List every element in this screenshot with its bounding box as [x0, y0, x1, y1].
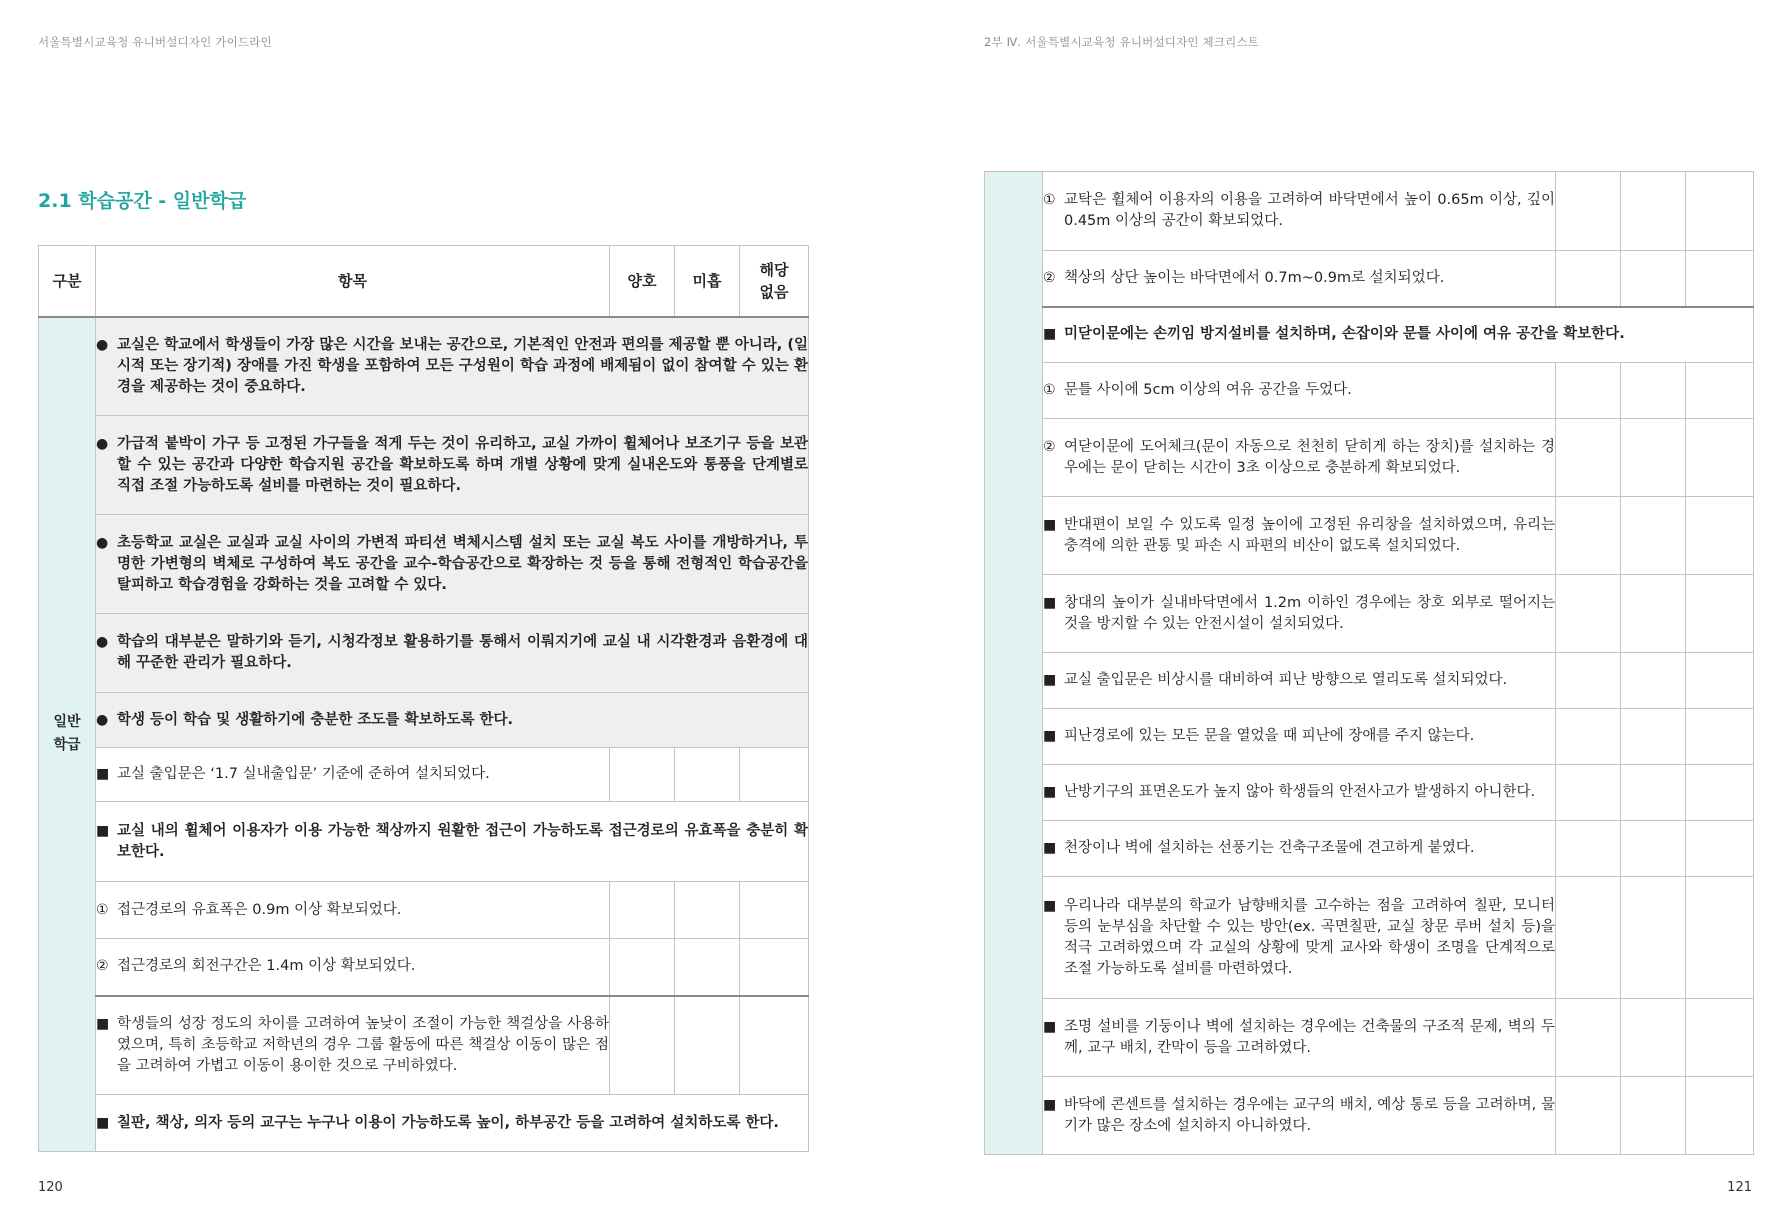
guideline-text: 교실은 학교에서 학생들이 가장 많은 시간을 보내는 공간으로, 기본적인 안전과 편의를 제공할 뿐 아니라, (일시적 또는 장기적) 장애를 가진 학생을 포함하여 모든 구성원이 학습 과정에 배제됨이 없이 참여할 수 있는 환경을 제공하는 것이 중요하다.	[117, 336, 808, 395]
check-cell-na[interactable]	[740, 748, 809, 802]
check-cell-na[interactable]	[1686, 575, 1754, 653]
check-cell-na[interactable]	[1686, 419, 1754, 497]
bullet-marker: ■	[96, 1114, 110, 1131]
guideline-row	[96, 693, 809, 748]
check-cell-poor[interactable]	[1621, 999, 1686, 1077]
checklist-item-text: 여닫이문에 도어체크(문이 자동으로 천천히 닫히게 하는 장치)를 설치하는 경우에는 문이 닫히는 시간이 3초 이상으로 충분하게 확보되었다.	[1064, 438, 1555, 476]
checklist-group-heading	[96, 1095, 809, 1152]
check-cell-good[interactable]	[1556, 497, 1621, 575]
bullet-marker: ■	[1043, 840, 1057, 856]
checklist-item-text: 책상의 상단 높이는 바닥면에서 0.7m~0.9m로 설치되었다.	[1064, 269, 1445, 286]
column-header-item: 항목	[96, 246, 610, 317]
bullet-marker: ■	[1043, 672, 1057, 688]
checklist-row	[1043, 575, 1556, 653]
guideline-text: 가급적 붙박이 가구 등 고정된 가구들을 적게 두는 것이 유리하고, 교실 가까이 휠체어나 보조기구 등을 보관할 수 있는 공간과 다양한 학습지원 공간을 확보하도록 하며 개별 상황에 맞게 실내온도와 통풍을 단계별로 직접 조절 가능하도록 설비를 마련하는 것이 필요하다.	[117, 435, 808, 494]
check-cell-na[interactable]	[1686, 363, 1754, 419]
check-cell-na[interactable]	[1686, 999, 1754, 1077]
checklist-item-text: 천장이나 벽에 설치하는 선풍기는 건축구조물에 견고하게 붙였다.	[1064, 840, 1475, 856]
guideline-row	[96, 614, 809, 693]
bullet-marker: ■	[96, 766, 110, 782]
bullet-marker: ■	[1043, 516, 1057, 533]
category-cell	[985, 172, 1043, 1155]
checklist-row	[96, 996, 610, 1095]
check-cell-good[interactable]	[1556, 709, 1621, 765]
checklist-row	[1043, 419, 1556, 497]
number-marker: ①	[96, 901, 109, 918]
guideline-text: 학생 등이 학습 및 생활하기에 충분한 조도를 확보하도록 한다.	[117, 711, 514, 728]
check-cell-good[interactable]	[1556, 363, 1621, 419]
column-header-poor: 미흡	[675, 246, 740, 317]
checklist-item-text: 접근경로의 회전구간은 1.4m 이상 확보되었다.	[117, 958, 416, 975]
bullet-marker: ■	[96, 1015, 110, 1032]
checklist-item-text: 반대편이 보일 수 있도록 일정 높이에 고정된 유리창을 설치하였으며, 유리는 충격에 의한 관통 및 파손 시 파편의 비산이 없도록 설치되었다.	[1064, 516, 1555, 554]
checklist-item-text: 교실 출입문은 비상시를 대비하여 피난 방향으로 열리도록 설치되었다.	[1064, 672, 1508, 688]
check-cell-poor[interactable]	[1621, 821, 1686, 877]
check-cell-na[interactable]	[1686, 172, 1754, 251]
check-cell-na[interactable]	[1686, 653, 1754, 709]
check-cell-good[interactable]	[1556, 172, 1621, 251]
number-marker: ①	[1043, 192, 1056, 208]
checklist-row	[96, 882, 610, 939]
running-header-left: 서울특별시교육청 유니버설디자인 가이드라인	[38, 35, 272, 49]
check-cell-good[interactable]	[1556, 575, 1621, 653]
checklist-row	[1043, 999, 1556, 1077]
checklist-item-text: 교실 내의 휠체어 이용자가 이용 가능한 책상까지 원활한 접근이 가능하도록 접근경로의 유효폭을 충분히 확보한다.	[117, 822, 808, 860]
check-cell-good[interactable]	[1556, 999, 1621, 1077]
number-marker: ①	[1043, 382, 1056, 398]
running-header-right: 2부 Ⅳ. 서울특별시교육청 유니버설디자인 체크리스트	[984, 35, 1260, 49]
column-header-category: 구분	[39, 246, 96, 317]
check-cell-good[interactable]	[1556, 765, 1621, 821]
section-title: 2.1 학습공간 - 일반학급	[38, 190, 247, 212]
check-cell-poor[interactable]	[675, 996, 740, 1095]
check-cell-poor[interactable]	[1621, 765, 1686, 821]
check-cell-good[interactable]	[1556, 877, 1621, 999]
checklist-group-heading	[1043, 307, 1754, 363]
number-marker: ②	[96, 958, 109, 975]
check-cell-poor[interactable]	[1621, 709, 1686, 765]
checklist-row	[1043, 765, 1556, 821]
checklist-row	[1043, 1077, 1556, 1155]
check-cell-good[interactable]	[1556, 821, 1621, 877]
bullet-marker: ●	[96, 435, 109, 452]
checklist-row	[1043, 877, 1556, 999]
check-cell-na[interactable]	[1686, 709, 1754, 765]
check-cell-na[interactable]	[1686, 877, 1754, 999]
checklist-table-left	[38, 245, 809, 1152]
bullet-marker: ■	[1043, 594, 1057, 611]
check-cell-poor[interactable]	[675, 882, 740, 939]
checklist-item-text: 피난경로에 있는 모든 문을 열었을 때 피난에 장애를 주지 않는다.	[1064, 728, 1475, 744]
checklist-row	[1043, 497, 1556, 575]
bullet-marker: ●	[96, 711, 109, 728]
check-cell-poor[interactable]	[1621, 251, 1686, 307]
checklist-row	[96, 748, 610, 802]
bullet-marker: ■	[1043, 1096, 1057, 1113]
checklist-item-text: 교실 출입문은 ‘1.7 실내출입문’ 기준에 준하여 설치되었다.	[117, 766, 490, 782]
check-cell-na[interactable]	[1686, 821, 1754, 877]
guideline-row	[96, 317, 809, 416]
checklist-row	[1043, 251, 1556, 307]
checklist-item-text: 접근경로의 유효폭은 0.9m 이상 확보되었다.	[117, 901, 402, 918]
check-cell-good[interactable]	[1556, 653, 1621, 709]
check-cell-poor[interactable]	[1621, 575, 1686, 653]
check-cell-good[interactable]	[610, 939, 675, 996]
checklist-row	[96, 939, 610, 996]
bullet-marker: ■	[1043, 897, 1057, 914]
page-number-left: 120	[38, 1180, 63, 1195]
guideline-row	[96, 515, 809, 614]
bullet-marker: ■	[1043, 326, 1057, 343]
bullet-marker: ■	[1043, 784, 1057, 800]
checklist-item-text: 난방기구의 표면온도가 높지 않아 학생들의 안전사고가 발생하지 아니한다.	[1064, 784, 1536, 800]
bullet-marker: ■	[1043, 1018, 1057, 1035]
check-cell-poor[interactable]	[1621, 877, 1686, 999]
check-cell-na[interactable]	[1686, 765, 1754, 821]
check-cell-good[interactable]	[1556, 1077, 1621, 1155]
check-cell-na[interactable]	[1686, 251, 1754, 307]
check-cell-na[interactable]	[1686, 1077, 1754, 1155]
checklist-group-heading	[96, 802, 809, 882]
column-header-not-applicable: 해당 없음	[740, 246, 809, 317]
checklist-row	[1043, 363, 1556, 419]
check-cell-poor[interactable]	[675, 748, 740, 802]
check-cell-poor[interactable]	[1621, 653, 1686, 709]
check-cell-good[interactable]	[610, 996, 675, 1095]
bullet-marker: ●	[96, 336, 109, 353]
bullet-marker: ■	[96, 822, 110, 839]
guideline-text: 학습의 대부분은 말하기와 듣기, 시청각정보 활용하기를 통해서 이뤄지기에 교실 내 시각환경과 음환경에 대해 꾸준한 관리가 필요하다.	[117, 634, 808, 671]
checklist-row	[1043, 653, 1556, 709]
check-cell-poor[interactable]	[1621, 172, 1686, 251]
checklist-item-text: 바닥에 콘센트를 설치하는 경우에는 교구의 배치, 예상 통로 등을 고려하며, 물기가 많은 장소에 설치하지 아니하였다.	[1064, 1096, 1555, 1134]
checklist-item-text: 학생들의 성장 정도의 차이를 고려하여 높낮이 조절이 가능한 책걸상을 사용하였으며, 특히 초등학교 저학년의 경우 그룹 활동에 따른 책걸상 이동이 많은 점을 고려하여 가볍고 이동이 용이한 것으로 구비하였다.	[117, 1015, 609, 1074]
checklist-item-text: 우리나라 대부분의 학교가 남향배치를 고수하는 점을 고려하여 칠판, 모니터 등의 눈부심을 차단할 수 있는 방안(ex. 곡면칠판, 교실 창문 루버 설치 등)을 적극 고려하였으며 각 교실의 상황에 맞게 교사와 학생이 조명을 단계적으로 조절 가능하도록 설비를 마련하였다.	[1064, 897, 1555, 977]
checklist-row	[1043, 709, 1556, 765]
bullet-marker: ●	[96, 634, 109, 650]
bullet-marker: ●	[96, 534, 109, 551]
check-cell-poor[interactable]	[1621, 419, 1686, 497]
checklist-item-text: 교탁은 휠체어 이용자의 이용을 고려하여 바닥면에서 높이 0.65m 이상, 깊이 0.45m 이상의 공간이 확보되었다.	[1064, 192, 1555, 229]
check-cell-na[interactable]	[740, 939, 809, 996]
guideline-row	[96, 416, 809, 515]
check-cell-good[interactable]	[1556, 251, 1621, 307]
checklist-item-text: 조명 설비를 기둥이나 벽에 설치하는 경우에는 건축물의 구조적 문제, 벽의 두께, 교구 배치, 칸막이 등을 고려하였다.	[1064, 1018, 1555, 1056]
number-marker: ②	[1043, 269, 1056, 286]
checklist-item-text: 미닫이문에는 손끼임 방지설비를 설치하며, 손잡이와 문틀 사이에 여유 공간을 확보한다.	[1064, 326, 1625, 343]
checklist-item-text: 문틀 사이에 5cm 이상의 여유 공간을 두었다.	[1064, 382, 1352, 398]
check-cell-good[interactable]	[1556, 419, 1621, 497]
check-cell-poor[interactable]	[1621, 363, 1686, 419]
checklist-item-text: 창대의 높이가 실내바닥면에서 1.2m 이하인 경우에는 창호 외부로 떨어지는 것을 방지할 수 있는 안전시설이 설치되었다.	[1064, 594, 1555, 632]
checklist-row	[1043, 172, 1556, 251]
check-cell-na[interactable]	[1686, 497, 1754, 575]
checklist-table-right	[984, 171, 1754, 1155]
number-marker: ②	[1043, 438, 1056, 455]
guideline-text: 초등학교 교실은 교실과 교실 사이의 가변적 파티션 벽체시스템 설치 또는 교실 복도 사이를 개방하거나, 투명한 가변형의 벽체로 구성하여 복도 공간을 교수-학습공간으로 확장하는 것 등을 통해 전형적인 학습공간을 탈피하고 학습경험을 강화하는 것을 고려할 수 있다.	[117, 534, 808, 593]
check-cell-poor[interactable]	[1621, 1077, 1686, 1155]
checklist-item-text: 칠판, 책상, 의자 등의 교구는 누구나 이용이 가능하도록 높이, 하부공간 등을 고려하여 설치하도록 한다.	[117, 1114, 779, 1131]
check-cell-poor[interactable]	[675, 939, 740, 996]
check-cell-good[interactable]	[610, 748, 675, 802]
bullet-marker: ■	[1043, 728, 1057, 744]
page-number-right: 121	[1727, 1180, 1752, 1195]
check-cell-poor[interactable]	[1621, 497, 1686, 575]
check-cell-good[interactable]	[610, 882, 675, 939]
check-cell-na[interactable]	[740, 882, 809, 939]
category-cell: 일반 학급	[39, 317, 96, 1152]
checklist-row	[1043, 821, 1556, 877]
check-cell-na[interactable]	[740, 996, 809, 1095]
column-header-good: 양호	[610, 246, 675, 317]
